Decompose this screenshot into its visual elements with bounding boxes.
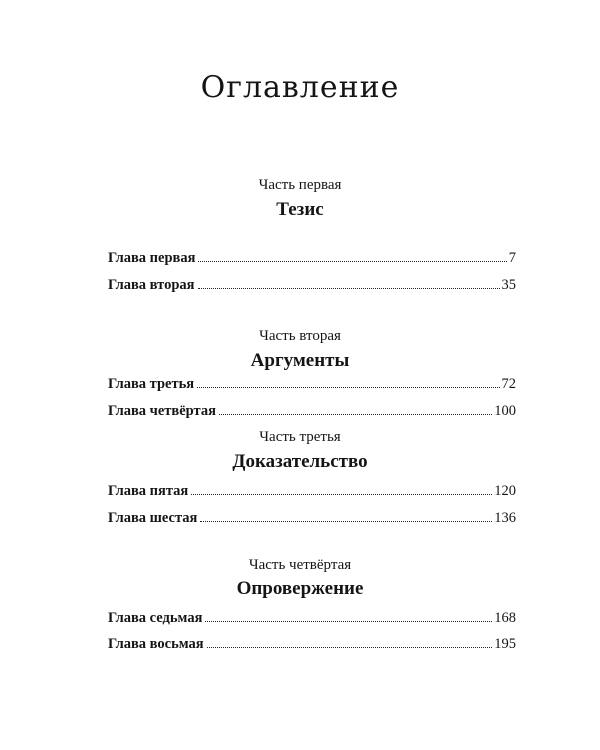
chapter-label: Глава шестая [108, 510, 198, 526]
chapter-label: Глава седьмая [108, 610, 203, 626]
chapter-page-number: 195 [494, 636, 516, 652]
dot-leader [205, 609, 492, 622]
part-label: Часть первая [258, 177, 342, 193]
toc-entry[interactable] [108, 635, 516, 653]
part-label: Часть вторая [259, 328, 341, 344]
chapter-page-number: 168 [494, 610, 516, 626]
dot-leader [200, 509, 492, 522]
dot-leader [219, 402, 492, 415]
chapter-page-number: 7 [508, 250, 516, 266]
chapter-label: Глава третья [108, 376, 195, 392]
toc-entry[interactable] [108, 482, 516, 500]
part-title: Опровержение [236, 578, 364, 599]
part-label: Часть четвёртая [248, 557, 352, 573]
dot-leader [197, 375, 499, 388]
toc-entry[interactable] [108, 249, 516, 267]
toc-entry[interactable] [108, 375, 516, 393]
chapter-page-number: 136 [494, 510, 516, 526]
dot-leader [191, 482, 492, 495]
toc-entry[interactable] [108, 609, 516, 627]
dot-leader [198, 249, 506, 262]
toc-entry[interactable] [108, 402, 516, 420]
chapter-label: Глава вторая [108, 277, 195, 293]
toc-entry[interactable] [108, 276, 516, 294]
page-title: Оглавление [200, 70, 400, 105]
chapter-page-number: 100 [494, 403, 516, 419]
chapter-label: Глава пятая [108, 483, 189, 499]
chapter-page-number: 72 [501, 376, 516, 392]
part-label: Часть третья [259, 429, 341, 445]
dot-leader [198, 276, 500, 289]
chapter-page-number: 120 [494, 483, 516, 499]
part-title: Тезис [276, 199, 324, 220]
toc-entry[interactable] [108, 509, 516, 527]
chapter-label: Глава восьмая [108, 636, 204, 652]
part-title: Доказательство [232, 451, 368, 472]
dot-leader [207, 635, 493, 648]
chapter-label: Глава четвёртая [108, 403, 216, 419]
part-title: Аргументы [250, 350, 350, 371]
chapter-page-number: 35 [501, 277, 516, 293]
chapter-label: Глава первая [108, 250, 196, 266]
